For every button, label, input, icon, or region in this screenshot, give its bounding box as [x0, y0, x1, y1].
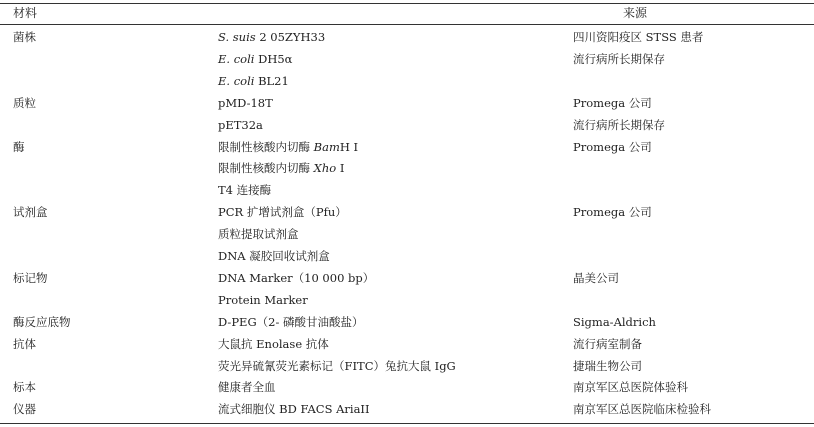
cell-item: [218, 73, 289, 89]
cell-item: [218, 226, 299, 242]
cell-source: 流行病所长期保存: [573, 117, 665, 132]
cell-category: 酶反应底物: [13, 314, 71, 329]
header-source: 来源: [623, 6, 648, 20]
cell-category: 菌株: [13, 30, 36, 44]
cell-item-text: DH5α: [254, 51, 293, 66]
cell-item-text: 流式细胞仪 BD FACS AriaII: [218, 402, 370, 417]
cell-item: [218, 95, 273, 111]
table-row: [0, 376, 814, 398]
cell-item: [218, 248, 330, 264]
cell-source: Promega 公司: [573, 139, 652, 154]
cell-item: [218, 379, 276, 395]
cell-item-text: T4 连接酶: [218, 183, 272, 198]
table-row: [0, 48, 814, 70]
cell-item-italic: E. coli: [218, 51, 255, 66]
cell-item-text: DNA 凝胶回收试剂盒: [218, 249, 330, 263]
table-row: [0, 179, 814, 201]
cell-item-italic: Xho: [313, 161, 337, 176]
table-header-rule: [0, 24, 814, 25]
cell-category: 试剂盒: [13, 205, 48, 220]
cell-item-text: D-PEG（2- 磷酸甘油酸盐）: [218, 314, 364, 329]
cell-item-text: 大鼠抗 Enolase 抗体: [218, 336, 329, 351]
cell-source: Sigma-Aldrich: [573, 314, 656, 329]
table-row: [0, 333, 814, 355]
cell-item: [218, 160, 344, 176]
cell-source: 南京军区总医院体验科: [573, 380, 688, 395]
cell-item-text: BL21: [254, 73, 289, 88]
cell-source: 南京军区总医院临床检验科: [573, 402, 711, 417]
table-row: [0, 267, 814, 289]
table-row: [0, 157, 814, 179]
cell-source: 晶美公司: [573, 270, 619, 285]
cell-item: [218, 292, 308, 308]
cell-item-text: 2 05ZYH33: [255, 30, 326, 44]
cell-item: [218, 358, 456, 374]
table-row: [0, 26, 814, 48]
table-row: [0, 289, 814, 311]
cell-item-text: Protein Marker: [218, 292, 308, 307]
table-row: [0, 70, 814, 92]
cell-item-text: I: [336, 161, 345, 176]
cell-source: Promega 公司: [573, 95, 652, 110]
cell-category: 抗体: [13, 336, 36, 351]
cell-item-text: H I: [339, 139, 359, 154]
table-top-rule: [0, 3, 814, 4]
cell-item: [218, 29, 325, 45]
table-row: [0, 398, 814, 420]
table-row: [0, 245, 814, 267]
cell-item-text: pMD-18T: [218, 95, 273, 110]
cell-item: [218, 401, 370, 417]
cell-source: 流行病室制备: [573, 336, 642, 351]
header-material: 材料: [13, 6, 38, 20]
cell-item: [218, 51, 292, 67]
cell-item: [218, 336, 329, 352]
cell-source: 四川资阳疫区 STSS 患者: [573, 30, 704, 44]
table-row: [0, 92, 814, 114]
cell-item: [218, 314, 364, 330]
cell-item-italic: S. suis: [218, 30, 256, 44]
cell-item-prefix: 限制性核酸内切酶: [218, 139, 314, 154]
table-row: [0, 223, 814, 245]
cell-item-italic: E. coli: [218, 73, 255, 88]
cell-item: [218, 270, 374, 286]
cell-item: [218, 139, 358, 155]
cell-source: Promega 公司: [573, 205, 652, 220]
cell-category: 标记物: [13, 270, 48, 285]
table-row: [0, 201, 814, 223]
cell-item-text: DNA Marker（10 000 bp）: [218, 270, 375, 285]
cell-source: 流行病所长期保存: [573, 51, 665, 66]
table-row: [0, 136, 814, 158]
table-row: [0, 355, 814, 377]
cell-item: [218, 117, 263, 133]
table-row: [0, 311, 814, 333]
cell-item: [218, 204, 347, 220]
cell-item-text: pET32a: [218, 117, 263, 132]
cell-item: [218, 182, 271, 198]
cell-category: 标本: [13, 380, 36, 395]
cell-item-text: 质粒提取试剂盒: [218, 227, 299, 242]
cell-source: 捷瑞生物公司: [573, 358, 642, 373]
cell-item-text: 健康者全血: [218, 380, 276, 395]
table-bottom-rule: [0, 423, 814, 424]
cell-item-prefix: 限制性核酸内切酶: [218, 161, 314, 176]
cell-item-text: 荧光异硫氰荧光素标记（FITC）兔抗大鼠 IgG: [218, 358, 456, 373]
cell-item-italic: Bam: [313, 139, 340, 154]
cell-category: 仪器: [13, 402, 36, 417]
cell-item-text: PCR 扩增试剂盒（Pfu）: [218, 205, 347, 220]
cell-category: 质粒: [13, 95, 36, 110]
table-row: [0, 114, 814, 136]
cell-category: 酶: [13, 139, 25, 154]
